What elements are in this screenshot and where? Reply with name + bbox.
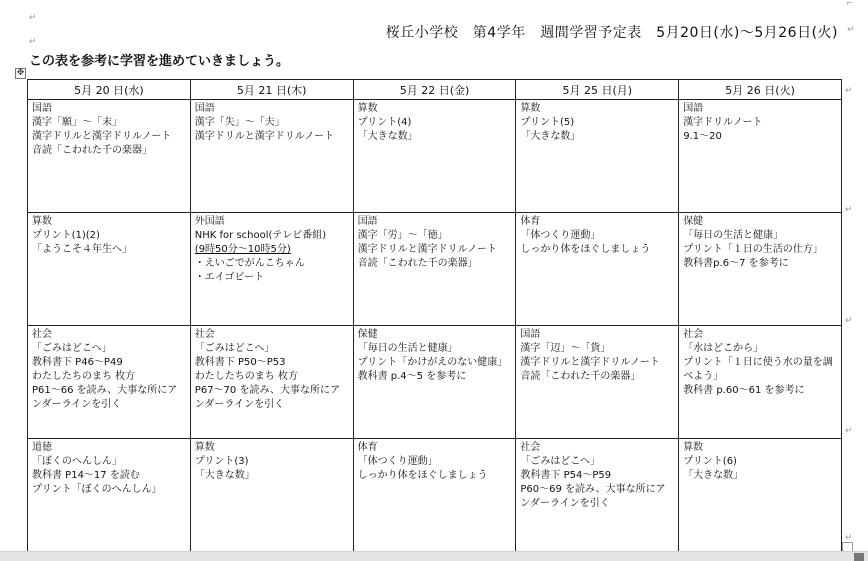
table-row (28, 326, 842, 439)
day-header (679, 80, 842, 100)
subject-label: 道徳 (32, 442, 52, 453)
cell-line: プリント(6) (683, 456, 737, 467)
subject-label: 外国語 (194, 216, 225, 227)
cell-line: P67～70 を読み、大事な所にア (194, 385, 341, 396)
day-header (28, 80, 191, 100)
cell-line: 教科書 p.60～61 を参考に (683, 385, 805, 396)
cell-line: プリント(4) (357, 117, 412, 128)
cell-line: ンダーラインを引く (194, 399, 285, 410)
subject-label: 算数 (357, 103, 378, 114)
cell-line: ンダーラインを引く (32, 399, 122, 410)
subject-label: 国語 (520, 329, 541, 340)
table-row (28, 213, 842, 326)
cell-line: 「大きな数」 (520, 131, 581, 142)
table-row (28, 100, 842, 213)
intro-text: この表を参考に学習を進めていきましょう。 (29, 54, 290, 69)
day-label: 5月 21 日(木) (236, 83, 307, 97)
schedule-table (27, 79, 842, 552)
cell-line: プリント(1)(2) (32, 230, 100, 241)
broadcast-time: (9時50分～10時5分) (194, 244, 291, 255)
cell-line: しっかり体をほぐしましょう (520, 244, 651, 255)
table-cell[interactable] (28, 100, 191, 213)
cell-line: 「体つくり運動」 (520, 230, 601, 241)
cell-line: プリント「かけがえのない健康」 (357, 357, 508, 368)
table-cell[interactable] (190, 439, 353, 552)
row-end-mark: ↵ (845, 533, 853, 543)
subject-label: 国語 (357, 216, 378, 227)
subject-label: 社会 (520, 442, 541, 453)
cell-line: 音読「こわれた千の楽器」 (520, 371, 641, 382)
cell-line: わたしたちのまち 枚方 (194, 371, 298, 382)
subject-label: 体育 (520, 216, 541, 227)
cell-line: 教科書下 P54～P59 (520, 470, 612, 481)
subject-label: 体育 (357, 442, 378, 453)
cell-line: プリント(3) (194, 456, 249, 467)
cell-line: 教科書 p.4～5 を参考に (357, 371, 467, 382)
row-end-mark: ↵ (845, 86, 853, 96)
day-label: 5月 25 日(月) (562, 83, 633, 97)
cell-line: 「ごみはどこへ」 (520, 456, 600, 467)
page-title: 桜丘小学校 第4学年 週間学習予定表 5月20日(水)～5月26日(火) (385, 25, 838, 41)
cell-line: ・えいごでがんこちゃん (194, 258, 305, 269)
subject-label: 算数 (194, 442, 215, 453)
table-cell[interactable] (679, 439, 842, 552)
cell-line: プリント「１日に使う水の量を調 (683, 357, 833, 368)
table-cell[interactable] (516, 100, 679, 213)
table-cell[interactable] (28, 326, 191, 439)
table-cell[interactable] (190, 326, 353, 439)
cell-line: 教科書下 P50～P53 (194, 357, 286, 368)
table-cell[interactable] (28, 439, 191, 552)
cell-line: 漢字ドリルと漢字ドリルノート (32, 131, 172, 142)
cell-line: 漢字ドリルと漢字ドリルノート (520, 357, 660, 368)
subject-label: 保健 (357, 329, 378, 340)
cell-line: 漢字「労」～「徳」 (357, 230, 448, 241)
table-cell[interactable] (28, 213, 191, 326)
table-move-handle-icon[interactable]: ✥ (16, 68, 25, 78)
subject-label: 算数 (32, 216, 52, 227)
table-row (28, 439, 842, 552)
subject-label: 算数 (520, 103, 541, 114)
table-cell[interactable] (353, 213, 516, 326)
row-end-mark: ↵ (845, 426, 853, 436)
cell-line: 「ごみはどこへ」 (32, 343, 112, 354)
status-bar (0, 551, 868, 561)
cell-line: 音読「こわれた千の楽器」 (32, 145, 152, 156)
cell-line: 漢字「願」～「末」 (32, 117, 122, 128)
cell-line: わたしたちのまち 枚方 (32, 371, 136, 382)
cell-line: 漢字ドリルと漢字ドリルノート (357, 244, 497, 255)
cell-line: P61～66 を読み、大事な所にア (32, 385, 178, 396)
cell-line: ・エイゴビート (194, 272, 264, 283)
cell-line: プリント「１日の生活の仕方」 (683, 244, 823, 255)
cell-line: 9.1～20 (683, 131, 722, 142)
table-cell[interactable] (516, 439, 679, 552)
day-label: 5月 20 日(水) (74, 83, 144, 97)
cell-line: 「ぼくのへんしん」 (32, 456, 122, 467)
table-cell[interactable] (353, 100, 516, 213)
row-end-mark: ↵ (845, 205, 853, 215)
cell-line: べよう」 (683, 371, 724, 382)
cell-line: しっかり体をほぐしましょう (357, 470, 488, 481)
cell-line: NHK for school(テレビ番組) (194, 230, 327, 241)
cell-line: 「大きな数」 (357, 131, 418, 142)
paragraph-mark-top: ↵ (29, 13, 37, 23)
table-cell[interactable] (516, 326, 679, 439)
paragraph-mark-blank: ↵ (29, 37, 37, 47)
cell-line: 「毎日の生活と健康」 (357, 343, 458, 354)
table-cell[interactable] (516, 213, 679, 326)
cell-line: プリント(5) (520, 117, 575, 128)
cell-line: P60～69 を読み、大事な所にア (520, 484, 666, 495)
cell-line: ンダーラインを引く (520, 498, 610, 509)
table-cell[interactable] (679, 326, 842, 439)
day-header (190, 80, 353, 100)
day-label: 5月 26 日(火) (725, 83, 795, 97)
cell-line: 漢字ドリルノート (683, 117, 763, 128)
cell-line: 教科書 P14～17 を読む (32, 470, 140, 481)
table-cell[interactable] (679, 213, 842, 326)
cell-line: 「ようこそ４年生へ」 (32, 244, 132, 255)
subject-label: 国語 (194, 103, 215, 114)
corner-mark-top-right: ⌐ (846, 0, 854, 9)
table-cell[interactable] (353, 326, 516, 439)
subject-label: 保健 (683, 216, 704, 227)
cell-line: 漢字「失」～「夫」 (194, 117, 285, 128)
paragraph-mark-title: ↵ (847, 25, 855, 35)
cell-line: 「ごみはどこへ」 (194, 343, 275, 354)
cell-line: 「大きな数」 (194, 470, 255, 481)
subject-label: 国語 (32, 103, 52, 114)
header-row (28, 80, 842, 100)
cell-line: 教科書下 P46～P49 (32, 357, 123, 368)
cell-line: 漢字「辺」～「貨」 (520, 343, 611, 354)
cell-line: プリント「ぼくのへんしん」 (32, 484, 162, 495)
cell-line: 音読「こわれた千の楽器」 (357, 258, 478, 269)
subject-label: 算数 (683, 442, 704, 453)
subject-label: 社会 (683, 329, 704, 340)
day-header (516, 80, 679, 100)
day-label: 5月 22 日(金) (399, 83, 470, 97)
subject-label: 国語 (683, 103, 704, 114)
row-end-mark: ↵ (845, 316, 853, 326)
cell-line: 漢字ドリルと漢字ドリルノート (194, 131, 335, 142)
subject-label: 社会 (194, 329, 215, 340)
cell-line: 「体つくり運動」 (357, 456, 438, 467)
cell-line: 「水はどこから」 (683, 343, 764, 354)
table-cell[interactable] (190, 100, 353, 213)
view-layout-icon[interactable] (854, 553, 864, 561)
cell-line: 「大きな数」 (683, 470, 744, 481)
day-header (353, 80, 516, 100)
table-cell[interactable] (679, 100, 842, 213)
subject-label: 社会 (32, 329, 52, 340)
table-cell[interactable] (190, 213, 353, 326)
cell-line: 教科書p.6～7 を参考に (683, 258, 789, 269)
cell-line: 「毎日の生活と健康」 (683, 230, 784, 241)
table-cell[interactable] (353, 439, 516, 552)
